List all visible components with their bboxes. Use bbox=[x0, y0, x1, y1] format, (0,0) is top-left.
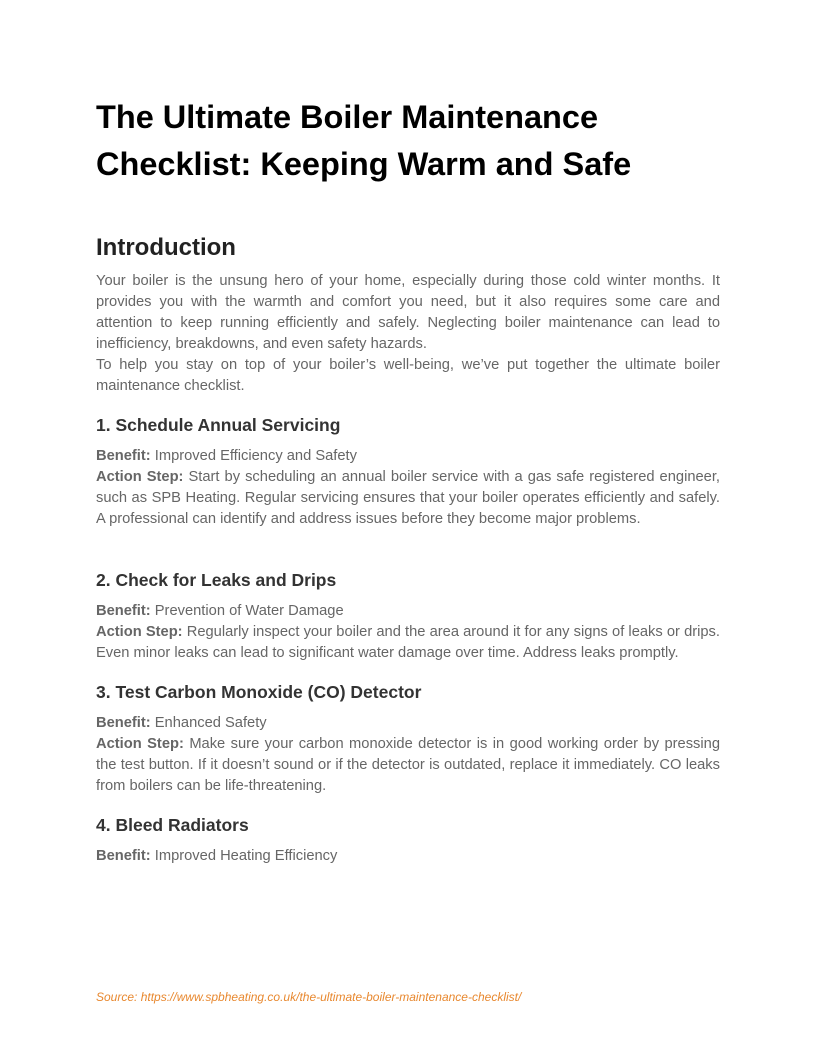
action-step-line bbox=[96, 622, 720, 664]
benefit-label: Benefit: bbox=[96, 848, 151, 864]
action-step-label: Action Step: bbox=[96, 736, 184, 752]
benefit-line bbox=[96, 601, 720, 622]
section-heading: 3. Test Carbon Monoxide (CO) Detector bbox=[96, 682, 422, 702]
section-heading: 1. Schedule Annual Servicing bbox=[96, 415, 341, 435]
action-step-text: Start by scheduling an annual boiler service with a gas safe registered engineer, such as SPB Heating. Regular servicing ensures that your boiler operates efficiently and safely. A professional can identify and address issues before they become major problems. bbox=[96, 469, 720, 527]
section-heading: 2. Check for Leaks and Drips bbox=[96, 570, 337, 590]
action-step-line bbox=[96, 467, 720, 530]
introduction-heading: Introduction bbox=[96, 234, 236, 261]
checklist-section bbox=[96, 413, 720, 530]
action-step-line bbox=[96, 734, 720, 797]
benefit-line bbox=[96, 713, 720, 734]
source-link[interactable]: Source: https://www.spbheating.co.uk/the-ultimate-boiler-maintenance-checklist/ bbox=[96, 990, 522, 1004]
introduction-paragraph: Your boiler is the unsung hero of your home, especially during those cold winter months. It provides you with the warmth and comfort you need, but it also requires some care and attention to keep running efficiently and safely. Neglecting boiler maintenance can lead to inefficiency, breakdowns, and even safety hazards. bbox=[96, 273, 720, 352]
benefit-text: Improved Heating Efficiency bbox=[154, 848, 338, 864]
checklist-section bbox=[96, 680, 720, 797]
benefit-text: Improved Efficiency and Safety bbox=[154, 448, 357, 464]
benefit-label: Benefit: bbox=[96, 715, 151, 731]
section-heading: 4. Bleed Radiators bbox=[96, 815, 249, 835]
action-step-label: Action Step: bbox=[96, 469, 184, 485]
document-page bbox=[96, 94, 720, 867]
introduction-paragraph: To help you stay on top of your boiler’s well-being, we’ve put together the ultimate boiler maintenance checklist. bbox=[96, 357, 720, 394]
benefit-text: Prevention of Water Damage bbox=[154, 603, 344, 619]
action-step-text: Regularly inspect your boiler and the area around it for any signs of leaks or drips. Even minor leaks can lead to significant water damage over time. Address leaks promptly. bbox=[96, 624, 720, 661]
benefit-line bbox=[96, 446, 720, 467]
benefit-label: Benefit: bbox=[96, 448, 151, 464]
benefit-line bbox=[96, 846, 720, 867]
action-step-label: Action Step: bbox=[96, 624, 183, 640]
document-title: The Ultimate Boiler Maintenance Checklist: Keeping Warm and Safe bbox=[96, 99, 632, 182]
benefit-text: Enhanced Safety bbox=[154, 715, 267, 731]
checklist-section bbox=[96, 813, 720, 867]
benefit-label: Benefit: bbox=[96, 603, 151, 619]
checklist-section bbox=[96, 568, 720, 664]
action-step-text: Make sure your carbon monoxide detector is in good working order by pressing the test button. If it doesn’t sound or if the detector is outdated, replace it immediately. CO leaks from boilers can be life-threatening. bbox=[96, 736, 720, 794]
